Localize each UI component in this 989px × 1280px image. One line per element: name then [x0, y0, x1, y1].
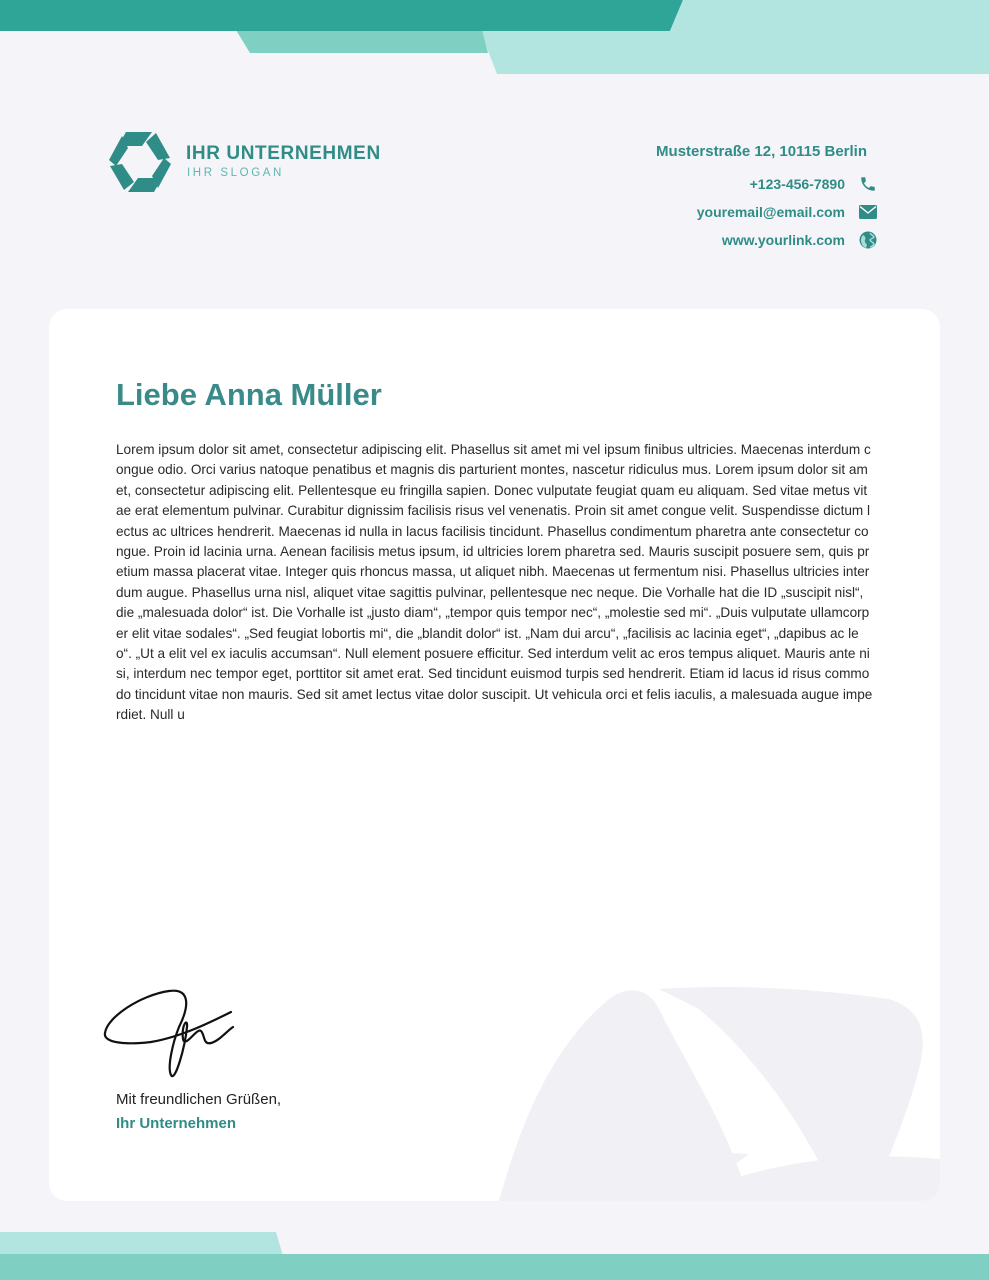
- letter-closing-company: Ihr Unternehmen: [116, 1115, 237, 1132]
- company-slogan: IHR SLOGAN: [187, 167, 284, 179]
- contact-email-row[interactable]: [697, 202, 877, 222]
- contact-website[interactable]: www.yourlink.com: [721, 232, 845, 248]
- letter-body: Lorem ipsum dolor sit amet, consectetur adipiscing elit. Phasellus sit amet mi vel ipsum finibus ultricies. Maecenas interdum congue odio. Orci varius natoque penatibus et magnis dis parturient montes, nascetur ridiculus mus. Lorem ipsum dolor sit amet, consectetur adipiscing elit. Pellentesque eu fringilla sapien. Donec vulputate feugiat quam eu aliquam. Sed vitae metus vitae erat elementum pulvinar. Curabitur dignissim facilisis risus vel venenatis. Proin sit amet congue velit. Suspendisse dictum lectus ac ultrices hendrerit. Maecenas id nulla in lacus facilisis tincidunt. Phasellus condimentum pharetra ante consectetur congue. Proin id lacinia urna. Aenean facilisis metus ipsum, id ultricies lorem pharetra sed. Mauris suscipit posuere sem, quis pretium massa placerat vitae. Integer quis rhoncus massa, ut aliquet nibh. Maecenas ut fermentum nisi. Phasellus ultricies interdum augue. Phasellus urna nisl, aliquet vitae sagittis pulvinar, pellentesque nec neque. Die Vorhalle hat die ID „suscipit nisl“, die „malesuada dolor“ ist. Die Vorhalle ist „justo diam“, „tempor quis tempor nec“, „molestie sed mi“. „Duis vulputate ullamcorper elit vitae sodales“. „Sed feugiat lobortis mi“, die „blandit dolor“ ist. „Nam dui arcu“, „facilisis ac lacinia eget“, „dapibus ac leo“. „Ut a elit vel ex iaculis accumsan“. Null element posuere efficitur. Sed interdum velit ac eros tempus aliquet. Mauris ante nisi, interdum nec tempor eget, porttitor sit amet erat. Sed tincidunt euismod turpis sed hendrerit. Etiam id lacus id risus commodo tincidunt vitae non mauris. Sed sit amet lectus vitae dolor suscipit. Ut vehicula orci et felis iaculis, a malesuada augue imperdiet. Null u: [116, 442, 873, 723]
- aperture-hexagon-logo: [108, 130, 176, 194]
- contact-phone-row[interactable]: [750, 174, 877, 194]
- letter-card: [49, 309, 940, 1201]
- handwritten-signature: [101, 987, 271, 1087]
- letter-closing: Mit freundlichen Grüßen,: [116, 1091, 282, 1108]
- company-name: IHR UNTERNEHMEN: [186, 143, 381, 164]
- phone-icon: [859, 175, 877, 193]
- contact-phone[interactable]: +123-456-7890: [749, 176, 845, 192]
- contact-website-row[interactable]: [722, 230, 877, 250]
- envelope-icon: [859, 203, 877, 221]
- header-decoration: [0, 0, 989, 80]
- contact-email[interactable]: youremail@email.com: [696, 204, 845, 220]
- letter-greeting: Liebe Anna Müller: [116, 377, 382, 412]
- contact-address: Musterstraße 12, 10115 Berlin: [656, 143, 867, 160]
- globe-icon: [859, 231, 877, 249]
